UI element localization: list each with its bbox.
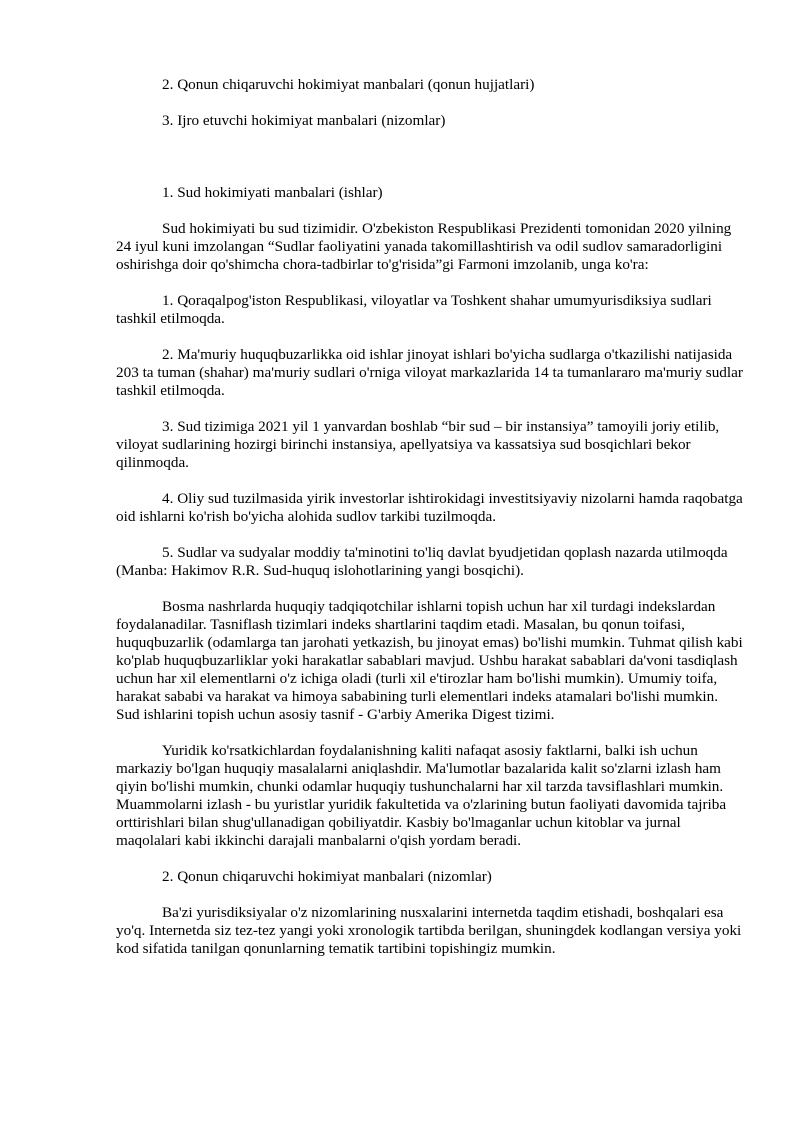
paragraph-item-4: 4. Oliy sud tuzilmasida yirik investorlar ishtirokidagi investitsiyaviy nizolarni hamda raqobatga oid ishlarni ko'rish bo'yicha alohida sudlov tarkibi tuzilmoqda. [116,490,743,525]
paragraph-jurisdictions-online: Ba'zi yurisdiksiyalar o'z nizomlarining nusxalarini internetda taqdim etishadi, boshqalari esa yo'q. Internetda siz tez-tez yangi yoki xronologik tartibda berilgan, shuningdek kodlangan versiya yoki kod sifatida tanilgan qonunlarning tematik tartibini topishingiz mumkin. [116,904,742,957]
paragraph-item-1: 1. Qoraqalpog'iston Respublikasi, viloyatlar va Toshkent shahar umumyurisdiksiya sudlari tashkil etilmoqda. [116,292,712,327]
paragraph-item-2: 2. Ma'muriy huquqbuzarlikka oid ishlar jinoyat ishlari bo'yicha sudlarga o'tkazilishi natijasida 203 ta tuman (shahar) ma'muriy sudlari o'rniga viloyat markazlarida 14 ta tumanlararo ma'muriy sudlar tashkil etilmoqda. [116,346,743,399]
paragraph-judicial-system-decree: Sud hokimiyati bu sud tizimidir. O'zbekiston Respublikasi Prezidenti tomonidan 2020 yilning 24 iyul kuni imzolangan “Sudlar faoliyatini yanada takomillashtirish va odil sudlov samaradorligini oshirishga doir qo'shimcha chora-tadbirlar to'g'risida”gi Farmoni imzolanib, unga ko'ra: [116,220,732,273]
paragraph-item-3: 3. Sud tizimiga 2021 yil 1 yanvardan boshlab “bir sud – bir instansiya” tamoyili joriy etilib, viloyat sudlarining hozirgi birinchi instansiya, apellyatsiya va kassatsiya sud bosqichlari bekor qilinmoqda. [116,418,720,471]
blank-space [116,148,744,184]
paragraph-legislative-sources: 2. Qonun chiqaruvchi hokimiyat manbalari (qonun hujjatlari) [162,76,535,93]
document-page [116,76,744,976]
paragraph-legislative-statutes-heading: 2. Qonun chiqaruvchi hokimiyat manbalari (nizomlar) [162,868,492,885]
paragraph-judicial-sources-heading: 1. Sud hokimiyati manbalari (ishlar) [162,184,383,201]
paragraph-executive-sources: 3. Ijro etuvchi hokimiyat manbalari (nizomlar) [162,112,446,129]
paragraph-legal-indicators: Yuridik ko'rsatkichlardan foydalanishning kaliti nafaqat asosiy faktlarni, balki ish uchun markaziy bo'lgan huquqiy masalalarni aniqlashdir. Ma'lumotlar bazalarida kalit so'zlarni izlash ham qiyin bo'lishi mumkin, chunki odamlar huquqiy tushunchalarni har xil tarzda tavsiflashlari mumkin. Muammolarni izlash - bu yuristlar yuridik fakultetida va o'zlarining butun faoliyati davomida tajriba orttirishlari bilan shug'ullanadigan qobiliyatdir. Kasbiy bo'lmaganlar uchun kitoblar va jurnal maqolalari kabi ikkinchi darajali manbalarni o'qish yordam beradi. [116,742,727,849]
paragraph-indexes: Bosma nashrlarda huquqiy tadqiqotchilar ishlarni topish uchun har xil turdagi indekslardan foydalanadilar. Tasniflash tizimlari indeks shartlarini taqdim etadi. Masalan, bu qonun toifasi, huquqbuzarlik (odamlarga tan jarohati yetkazish, bu jinoyat emas) bo'lishi mumkin. Tuhmat qilish kabi ko'plab huquqbuzarliklar yoki harakatlar sabablari mavjud. Ushbu harakat sabablari da'voni tasdiqlash uchun har xil elementlarni o'z ichiga oladi (turli xil e'tirozlar ham bo'lishi mumkin). Umumiy toifa, harakat sababi va harakat va himoya sababining turli elementlari indeks atamalari bo'lishi mumkin. Sud ishlarini topish uchun asosiy tasnif - G'arbiy Amerika Digest tizimi. [116,598,743,723]
paragraph-item-5: 5. Sudlar va sudyalar moddiy ta'minotini to'liq davlat byudjetidan qoplash nazarda utilmoqda (Manba: Hakimov R.R. Sud-huquq islohotlarining yangi bosqichi). [116,544,728,579]
